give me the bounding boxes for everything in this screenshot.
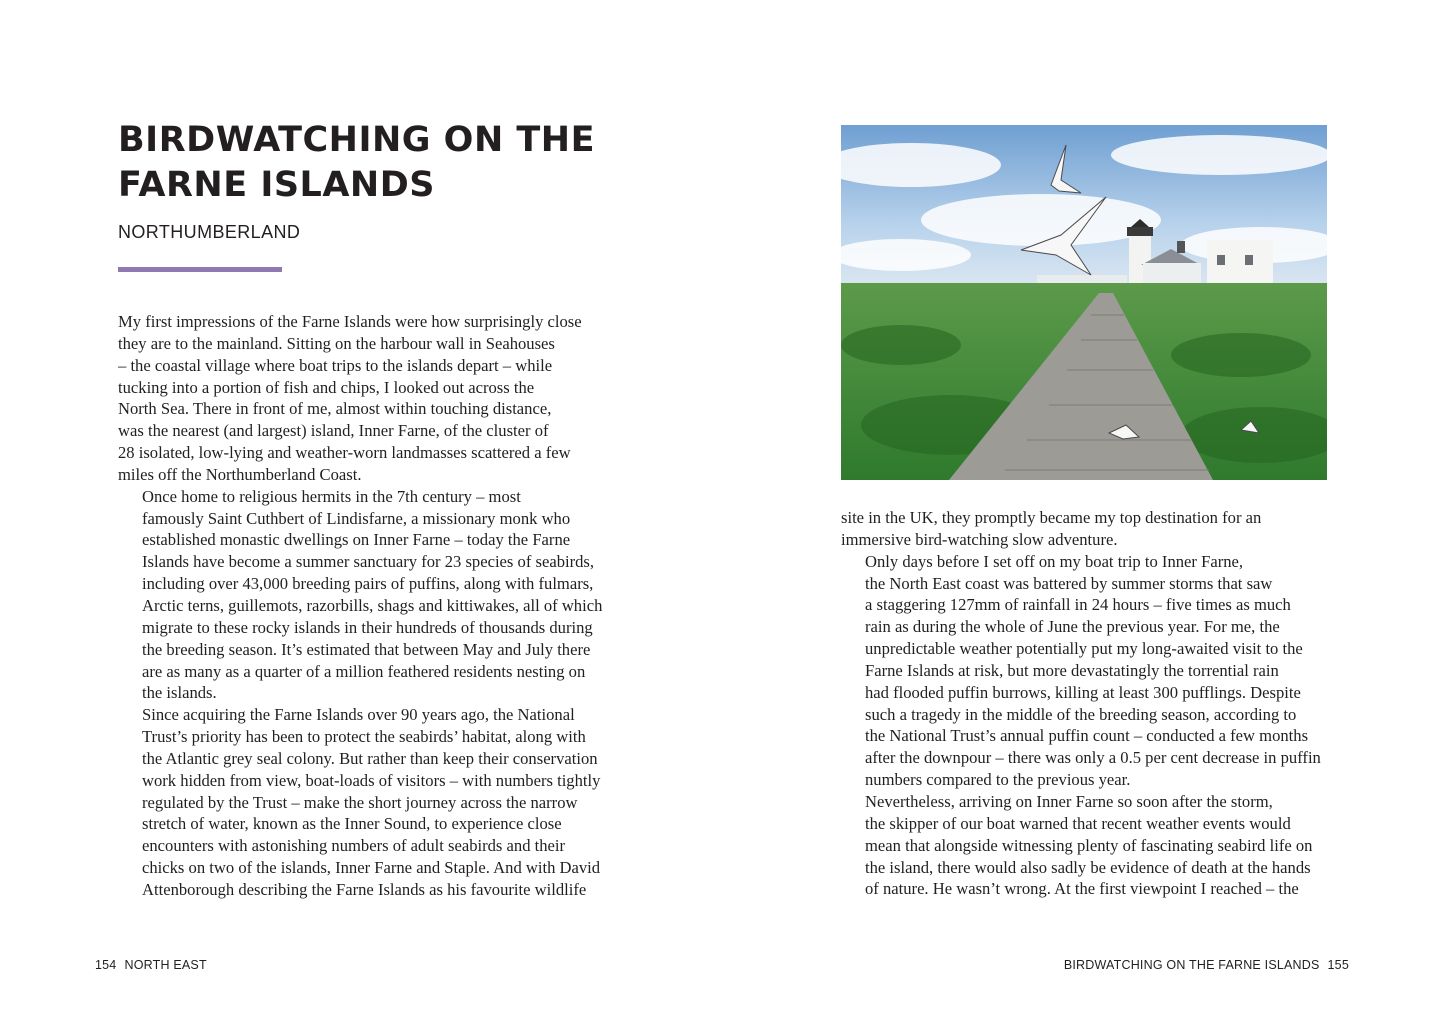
body-line: including over 43,000 breeding pairs of puffins, along with fulmars, [142, 574, 594, 594]
body-line: had flooded puffin burrows, killing at least 300 pufflings. Despite [865, 682, 1301, 702]
body-line: of nature. He wasn’t wrong. At the first viewpoint I reached – the [865, 879, 1299, 899]
body-line: rain as during the whole of June the previous year. For me, the [865, 617, 1280, 637]
body-line: unpredictable weather potentially put my long-awaited visit to the [865, 639, 1303, 659]
body-line: the Atlantic grey seal colony. But rather than keep their conservation [142, 748, 598, 768]
body-text-right [841, 507, 1331, 900]
body-line: such a tragedy in the middle of the breeding season, according to [865, 704, 1297, 724]
folio-right [1064, 958, 1357, 972]
body-line: – the coastal village where boat trips to the islands depart – while [118, 355, 553, 375]
body-line: was the nearest (and largest) island, Inner Farne, of the cluster of [118, 421, 549, 441]
body-line: established monastic dwellings on Inner Farne – today the Farne [142, 530, 571, 550]
body-line: regulated by the Trust – make the short journey across the narrow [142, 792, 578, 812]
body-paragraph [118, 704, 608, 901]
body-line: stretch of water, known as the Inner Sound, to experience close [142, 814, 562, 834]
body-line: work hidden from view, boat-loads of visitors – with numbers tightly [142, 770, 601, 790]
right-page [722, 0, 1444, 1030]
body-line: Trust’s priority has been to protect the seabirds’ habitat, along with [142, 727, 586, 747]
folio-left [87, 958, 207, 972]
body-line: Nevertheless, arriving on Inner Farne so soon after the storm, [865, 791, 1273, 811]
body-line: immersive bird-watching slow adventure. [841, 529, 1118, 549]
body-line: North Sea. There in front of me, almost within touching distance, [118, 399, 552, 419]
body-line: migrate to these rocky islands in their hundreds of thousands during [142, 617, 593, 637]
accent-rule [118, 267, 282, 272]
body-line: famously Saint Cuthbert of Lindisfarne, a missionary monk who [142, 508, 571, 528]
body-line: Once home to religious hermits in the 7th century – most [142, 486, 521, 506]
body-line: numbers compared to the previous year. [865, 770, 1131, 790]
body-paragraph [118, 311, 608, 486]
body-line: they are to the mainland. Sitting on the harbour wall in Seahouses [118, 333, 555, 353]
chapter-title [118, 118, 678, 208]
body-line: My first impressions of the Farne Islands were how surprisingly close [118, 312, 582, 331]
chapter-region: NORTHUMBERLAND [118, 222, 301, 242]
chapter-title-line: FARNE ISLANDS [118, 165, 435, 205]
body-line: Farne Islands at risk, but more devastatingly the torrential rain [865, 660, 1279, 680]
body-line: a staggering 127mm of rainfall in 24 hours – five times as much [865, 595, 1291, 615]
body-line: Arctic terns, guillemots, razorbills, shags and kittiwakes, all of which [142, 595, 603, 615]
body-line: encounters with astonishing numbers of adult seabirds and their [142, 836, 566, 856]
body-line: after the downpour – there was only a 0.5 per cent decrease in puffin [865, 748, 1321, 768]
page-number: 155 [1327, 958, 1349, 972]
body-line: chicks on two of the islands, Inner Farne and Staple. And with David [142, 858, 601, 878]
body-line: miles off the Northumberland Coast. [118, 464, 362, 484]
body-line: the National Trust’s annual puffin count – conducted a few months [865, 726, 1309, 746]
body-line: Since acquiring the Farne Islands over 90 years ago, the National [142, 705, 575, 725]
running-head: BIRDWATCHING ON THE FARNE ISLANDS [1063, 958, 1320, 972]
body-line: Only days before I set off on my boat trip to Inner Farne, [865, 551, 1244, 571]
body-line: mean that alongside witnessing plenty of fascinating seabird life on [865, 835, 1313, 855]
body-line: tucking into a portion of fish and chips, I looked out across the [118, 377, 535, 397]
body-line: the breeding season. It’s estimated that between May and July there [142, 639, 591, 659]
chapter-title-line: BIRDWATCHING ON THE [118, 120, 595, 160]
body-line: 28 isolated, low-lying and weather-worn landmasses scattered a few [118, 443, 571, 463]
page-number: 154 [95, 958, 117, 972]
body-paragraph [841, 551, 1331, 791]
body-line: are as many as a quarter of a million feathered residents nesting on [142, 661, 586, 681]
body-line: Attenborough describing the Farne Islands as his favourite wildlife [142, 879, 587, 899]
running-head: NORTH EAST [124, 958, 207, 972]
body-line: site in the UK, they promptly became my top destination for an [841, 508, 1262, 527]
body-line: the islands. [142, 683, 217, 703]
body-line: the island, there would also sadly be evidence of death at the hands [865, 857, 1311, 877]
photo-illustration [841, 125, 1327, 480]
body-line: the North East coast was battered by summer storms that saw [865, 573, 1273, 593]
body-paragraph [841, 507, 1331, 551]
body-line: the skipper of our boat warned that recent weather events would [865, 813, 1291, 833]
left-page [0, 0, 722, 1030]
lighthouse-photo [841, 125, 1327, 480]
body-line: Islands have become a summer sanctuary for 23 species of seabirds, [142, 552, 595, 572]
body-paragraph [118, 486, 608, 704]
body-paragraph [841, 791, 1331, 900]
body-text-left [118, 311, 608, 901]
